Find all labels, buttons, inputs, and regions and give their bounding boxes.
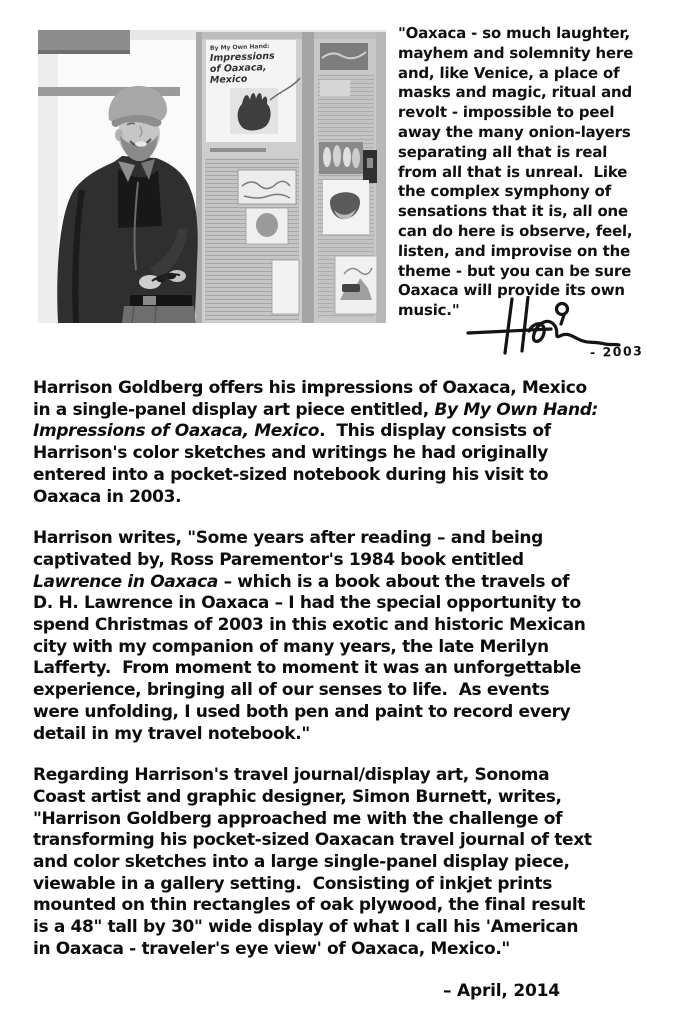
text-line: Harrison writes, "Some years after reading – and being bbox=[33, 528, 544, 549]
paragraph bbox=[33, 765, 663, 960]
panel-title-line: By My Own Hand: bbox=[209, 42, 270, 52]
quote-line: away the many onion-layers bbox=[397, 122, 631, 141]
quote-line: revolt - impossible to peel bbox=[397, 103, 615, 122]
panel-title-line: Impressions bbox=[209, 50, 275, 64]
text-line: city with my companion of many years, the late Merilyn bbox=[33, 636, 549, 657]
text-line: captivated by, Ross Parementor's 1984 book entitled bbox=[33, 549, 524, 570]
quote-line: and, like Venice, a place of bbox=[397, 63, 620, 82]
signature-year: - 2003 bbox=[589, 343, 644, 360]
text-line: detail in my travel notebook." bbox=[33, 723, 310, 744]
panel-right-content bbox=[318, 43, 377, 318]
article-byline: – April, 2014 bbox=[443, 980, 560, 1001]
text-line: were unfolding, I used both pen and paint to record every bbox=[33, 701, 571, 722]
text-line: Lawrence in Oaxaca – which is a book about the travels of bbox=[33, 571, 570, 592]
text-line: Harrison Goldberg offers his impressions of Oaxaca, Mexico bbox=[33, 378, 587, 398]
text-line: experience, bringing all of our senses to life. As events bbox=[33, 680, 550, 701]
text-line: Harrison's color sketches and writings he had originally bbox=[33, 443, 549, 464]
belt bbox=[130, 295, 192, 306]
text-line: in a single-panel display art piece entitled, By My Own Hand: bbox=[33, 399, 598, 420]
gallery-photo bbox=[38, 30, 386, 323]
quote-line: listen, and improvise on the bbox=[397, 241, 631, 260]
text-line: entered into a pocket-sized notebook during his visit to bbox=[33, 464, 549, 485]
text-line: transforming his pocket-sized Oaxacan travel journal of text bbox=[33, 830, 592, 851]
text-line: Coast artist and graphic designer, Simon Burnett, writes, bbox=[33, 786, 562, 807]
panel-left-content bbox=[205, 158, 299, 320]
window-shade bbox=[38, 30, 130, 50]
article-body bbox=[33, 378, 663, 1001]
text-line: is a 48" tall by 30" wide display of what I call his 'American bbox=[33, 917, 579, 938]
text-line: Impressions of Oaxaca, Mexico. This display consists of bbox=[33, 421, 551, 442]
text-line: Regarding Harrison's travel journal/display art, Sonoma bbox=[33, 765, 550, 786]
quote-line: music." bbox=[397, 301, 460, 320]
text-line: in Oaxaca - traveler's eye view' of Oaxaca, Mexico." bbox=[33, 938, 510, 959]
text-line: Oaxaca in 2003. bbox=[33, 486, 182, 507]
quote-line: can do here is observe, feel, bbox=[397, 221, 633, 240]
text-line: and color sketches into a large single-panel display piece, bbox=[33, 852, 570, 873]
belt-buckle bbox=[143, 296, 156, 305]
panel-title-line: of Oaxaca, bbox=[209, 62, 267, 75]
quote-line: "Oaxaca - so much laughter, bbox=[397, 24, 631, 42]
quote-line: Oaxaca will provide its own bbox=[397, 281, 625, 300]
quote-line: masks and magic, ritual and bbox=[397, 83, 633, 102]
quote-line: theme - but you can be sure bbox=[397, 261, 632, 280]
quote-line: from all that is unreal. Like bbox=[397, 162, 628, 181]
paragraph bbox=[33, 528, 663, 745]
display-panels bbox=[196, 32, 386, 323]
panel-title-line: Mexico bbox=[209, 73, 248, 86]
text-line: Lafferty. From moment to moment it was an unforgettable bbox=[33, 658, 582, 679]
quote-line: the complex symphony of bbox=[397, 182, 612, 201]
quote-block bbox=[398, 24, 672, 321]
quote-line: mayhem and solemnity here bbox=[397, 43, 634, 62]
text-line: "Harrison Goldberg approached me with the challenge of bbox=[33, 808, 563, 829]
quote-line: separating all that is real bbox=[397, 142, 608, 161]
quote-line: sensations that it is, all one bbox=[397, 202, 629, 221]
text-line: spend Christmas of 2003 in this exotic and historic Mexican bbox=[33, 615, 586, 636]
paragraph bbox=[33, 378, 663, 508]
text-line: mounted on thin rectangles of oak plywood, the final result bbox=[33, 895, 586, 916]
text-line: viewable in a gallery setting. Consisting of inkjet prints bbox=[33, 873, 552, 894]
panel-title-card bbox=[206, 40, 300, 152]
text-line: D. H. Lawrence in Oaxaca – I had the special opportunity to bbox=[33, 593, 581, 614]
